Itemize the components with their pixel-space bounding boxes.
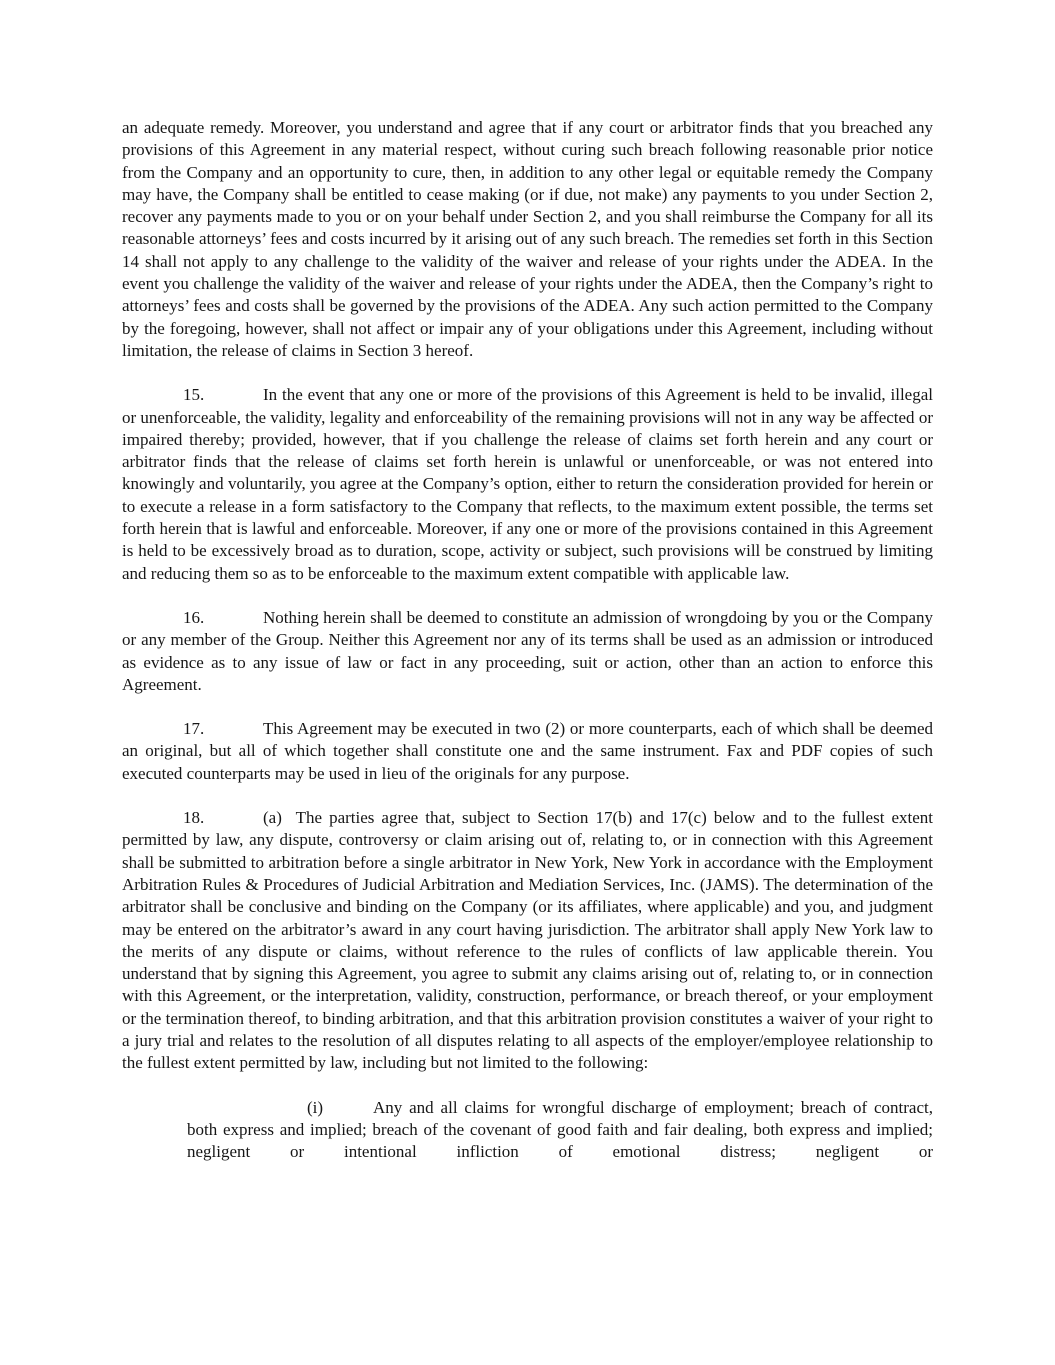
paragraph-text: In the event that any one or more of the provisions of this Agreement is held to be invalid, illegal or unenforceable, the validity, legality and enforceability of the remaining provisions will not in any way be affected or impaired thereby; provided, however, that if you challenge the release of claims set forth herein and any court or arbitrator finds that the release of claims set forth herein is unlawful or unenforceable, or was not entered into knowingly and voluntarily, you agree at the Company’s option, either to return the consideration provided for herein or to execute a release in a form satisfactory to the Company that reflects, to the maximum extent possible, the terms set forth herein that is lawful and enforceable. Moreover, if any one or more of the provisions contained in this Agreement is held to be excessively broad as to duration, scope, activity or subject, such provisions will be construed by limiting and reducing them so as to be enforceable to the maximum extent compatible with applicable law. — [122, 385, 933, 583]
paragraph-section-18a-item-i — [122, 1097, 933, 1164]
section-number: 17. — [183, 719, 205, 739]
section-number: 18. — [183, 808, 205, 828]
paragraph-section-18a — [122, 807, 933, 1075]
paragraph-text: (a) The parties agree that, subject to Section 17(b) and 17(c) below and to the fullest extent permitted by law, any dispute, controversy or claim arising out of, relating to, or in connection with this Agreement shall be submitted to arbitration before a single arbitrator in New York, New York in accordance with the Employment Arbitration Rules & Procedures of Judicial Arbitration and Mediation Services, Inc. (JAMS). The determination of the arbitrator shall be conclusive and binding on the Company (or its affiliates, where applicable) and you, and judgment may be entered on the arbitrator’s award in any court having jurisdiction. The arbitrator shall apply New York law to the merits of any dispute or claims, without reference to the rules of conflicts of law applicable therein. You understand that by signing this Agreement, you agree to submit any claims arising out of, relating to, or in connection with this Agreement, or the interpretation, validity, construction, performance, or breach thereof, or your employment or the termination thereof, to binding arbitration, and that this arbitration provision constitutes a waiver of your right to a jury trial and relates to the resolution of all disputes relating to all aspects of the employer/employee relationship to the fullest extent permitted by law, including but not limited to the following: — [122, 808, 933, 1073]
section-number: 16. — [183, 607, 205, 627]
section-number: 15. — [183, 385, 205, 405]
paragraph-section-14-continuation — [122, 117, 933, 362]
paragraph-text: This Agreement may be executed in two (2) or more counterparts, each of which shall be deemed an original, but all of which together shall constitute one and the same instrument. Fax and PDF copies of such executed counterparts may be used in lieu of the originals for any purpose. — [122, 719, 933, 783]
paragraph-section-16 — [122, 607, 933, 696]
item-number: (i) — [307, 1097, 324, 1117]
paragraph-section-17 — [122, 718, 933, 785]
paragraph-section-15 — [122, 384, 933, 585]
paragraph-text: Any and all claims for wrongful discharge of employment; breach of contract, both express and implied; breach of the covenant of good faith and fair dealing, both express and implied; negligent or intentional infliction of emotional distress; negligent or — [187, 1097, 933, 1162]
paragraph-text: an adequate remedy. Moreover, you understand and agree that if any court or arbitrator finds that you breached any provisions of this Agreement in any material respect, without curing such breach following reasonable prior notice from the Company and an opportunity to cure, then, in addition to any other legal or equitable remedy the Company may have, the Company shall be entitled to cease making (or if due, not make) any payments to you under Section 2, recover any payments made to you or on your behalf under Section 2, and you shall reimburse the Company for all its reasonable attorneys’ fees and costs incurred by it arising out of any such breach. The remedies set forth in this Section 14 shall not apply to any challenge to the validity of the waiver and release of your rights under the ADEA. In the event you challenge the validity of the waiver and release of your rights under the ADEA, then the Company’s right to attorneys’ fees and costs shall be governed by the provisions of the ADEA. Any such action permitted to the Company by the foregoing, however, shall not affect or impair any of your obligations under this Agreement, including without limitation, the release of claims in Section 3 hereof. — [122, 118, 933, 360]
paragraph-text: Nothing herein shall be deemed to constitute an admission of wrongdoing by you or the Company or any member of the Group. Neither this Agreement nor any of its terms shall be used as an admission or introduced as evidence as to any issue of law or fact in any proceeding, suit or action, other than an action to enforce this Agreement. — [122, 607, 933, 694]
